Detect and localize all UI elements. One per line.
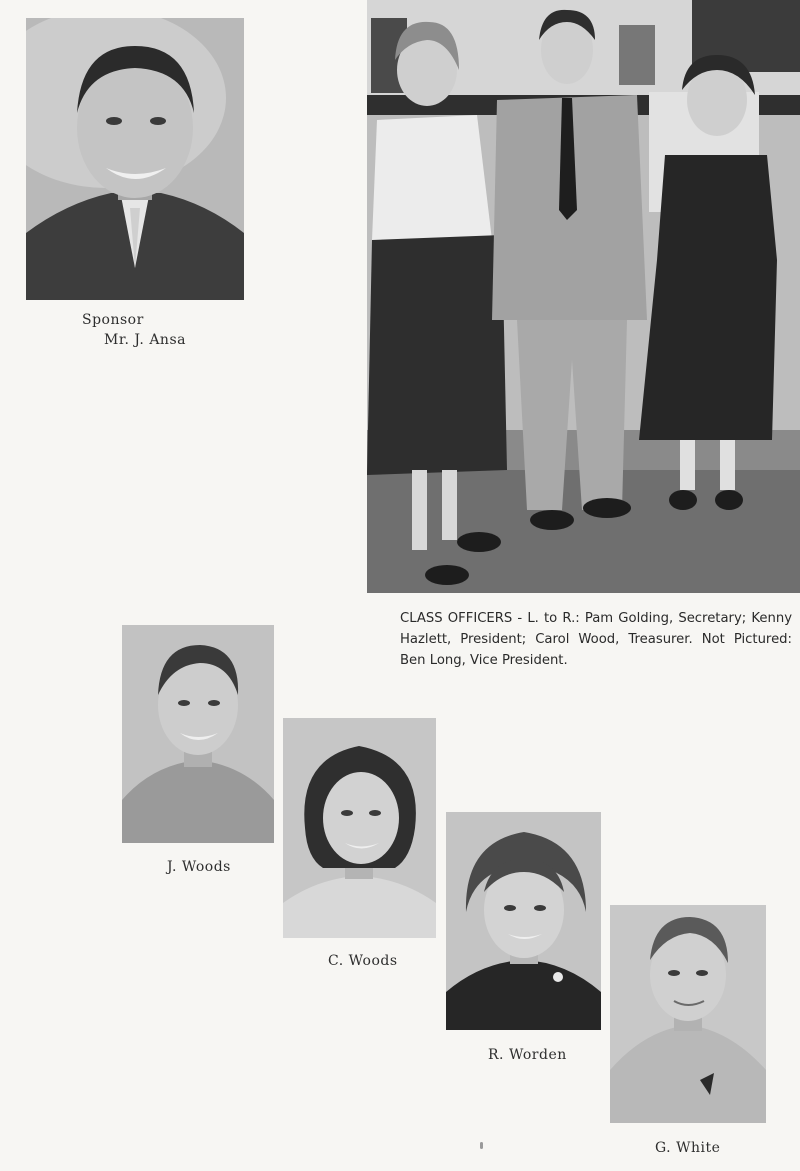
sponsor-heading: Sponsor [82,312,144,328]
portrait-photo-g-white [610,905,766,1123]
portrait-name-c-woods: C. Woods [328,953,398,969]
portrait-name-r-worden: R. Worden [488,1047,567,1063]
portrait-photo-r-worden [446,812,601,1030]
portrait-name-j-woods: J. Woods [167,859,231,875]
portrait-photo-c-woods [283,718,436,938]
class-officers-caption: CLASS OFFICERS - L. to R.: Pam Golding, Secretary; Kenny Hazlett, President; Carol Wood, Treasurer. Not Pictured: Ben Long, Vice President. [400,611,792,668]
class-officers-photo [367,0,800,593]
portrait-name-g-white: G. White [655,1140,721,1156]
sponsor-photo [26,18,244,300]
portrait-photo-j-woods [122,625,274,843]
sponsor-name: Mr. J. Ansa [104,332,186,348]
page-mark [480,1142,483,1149]
